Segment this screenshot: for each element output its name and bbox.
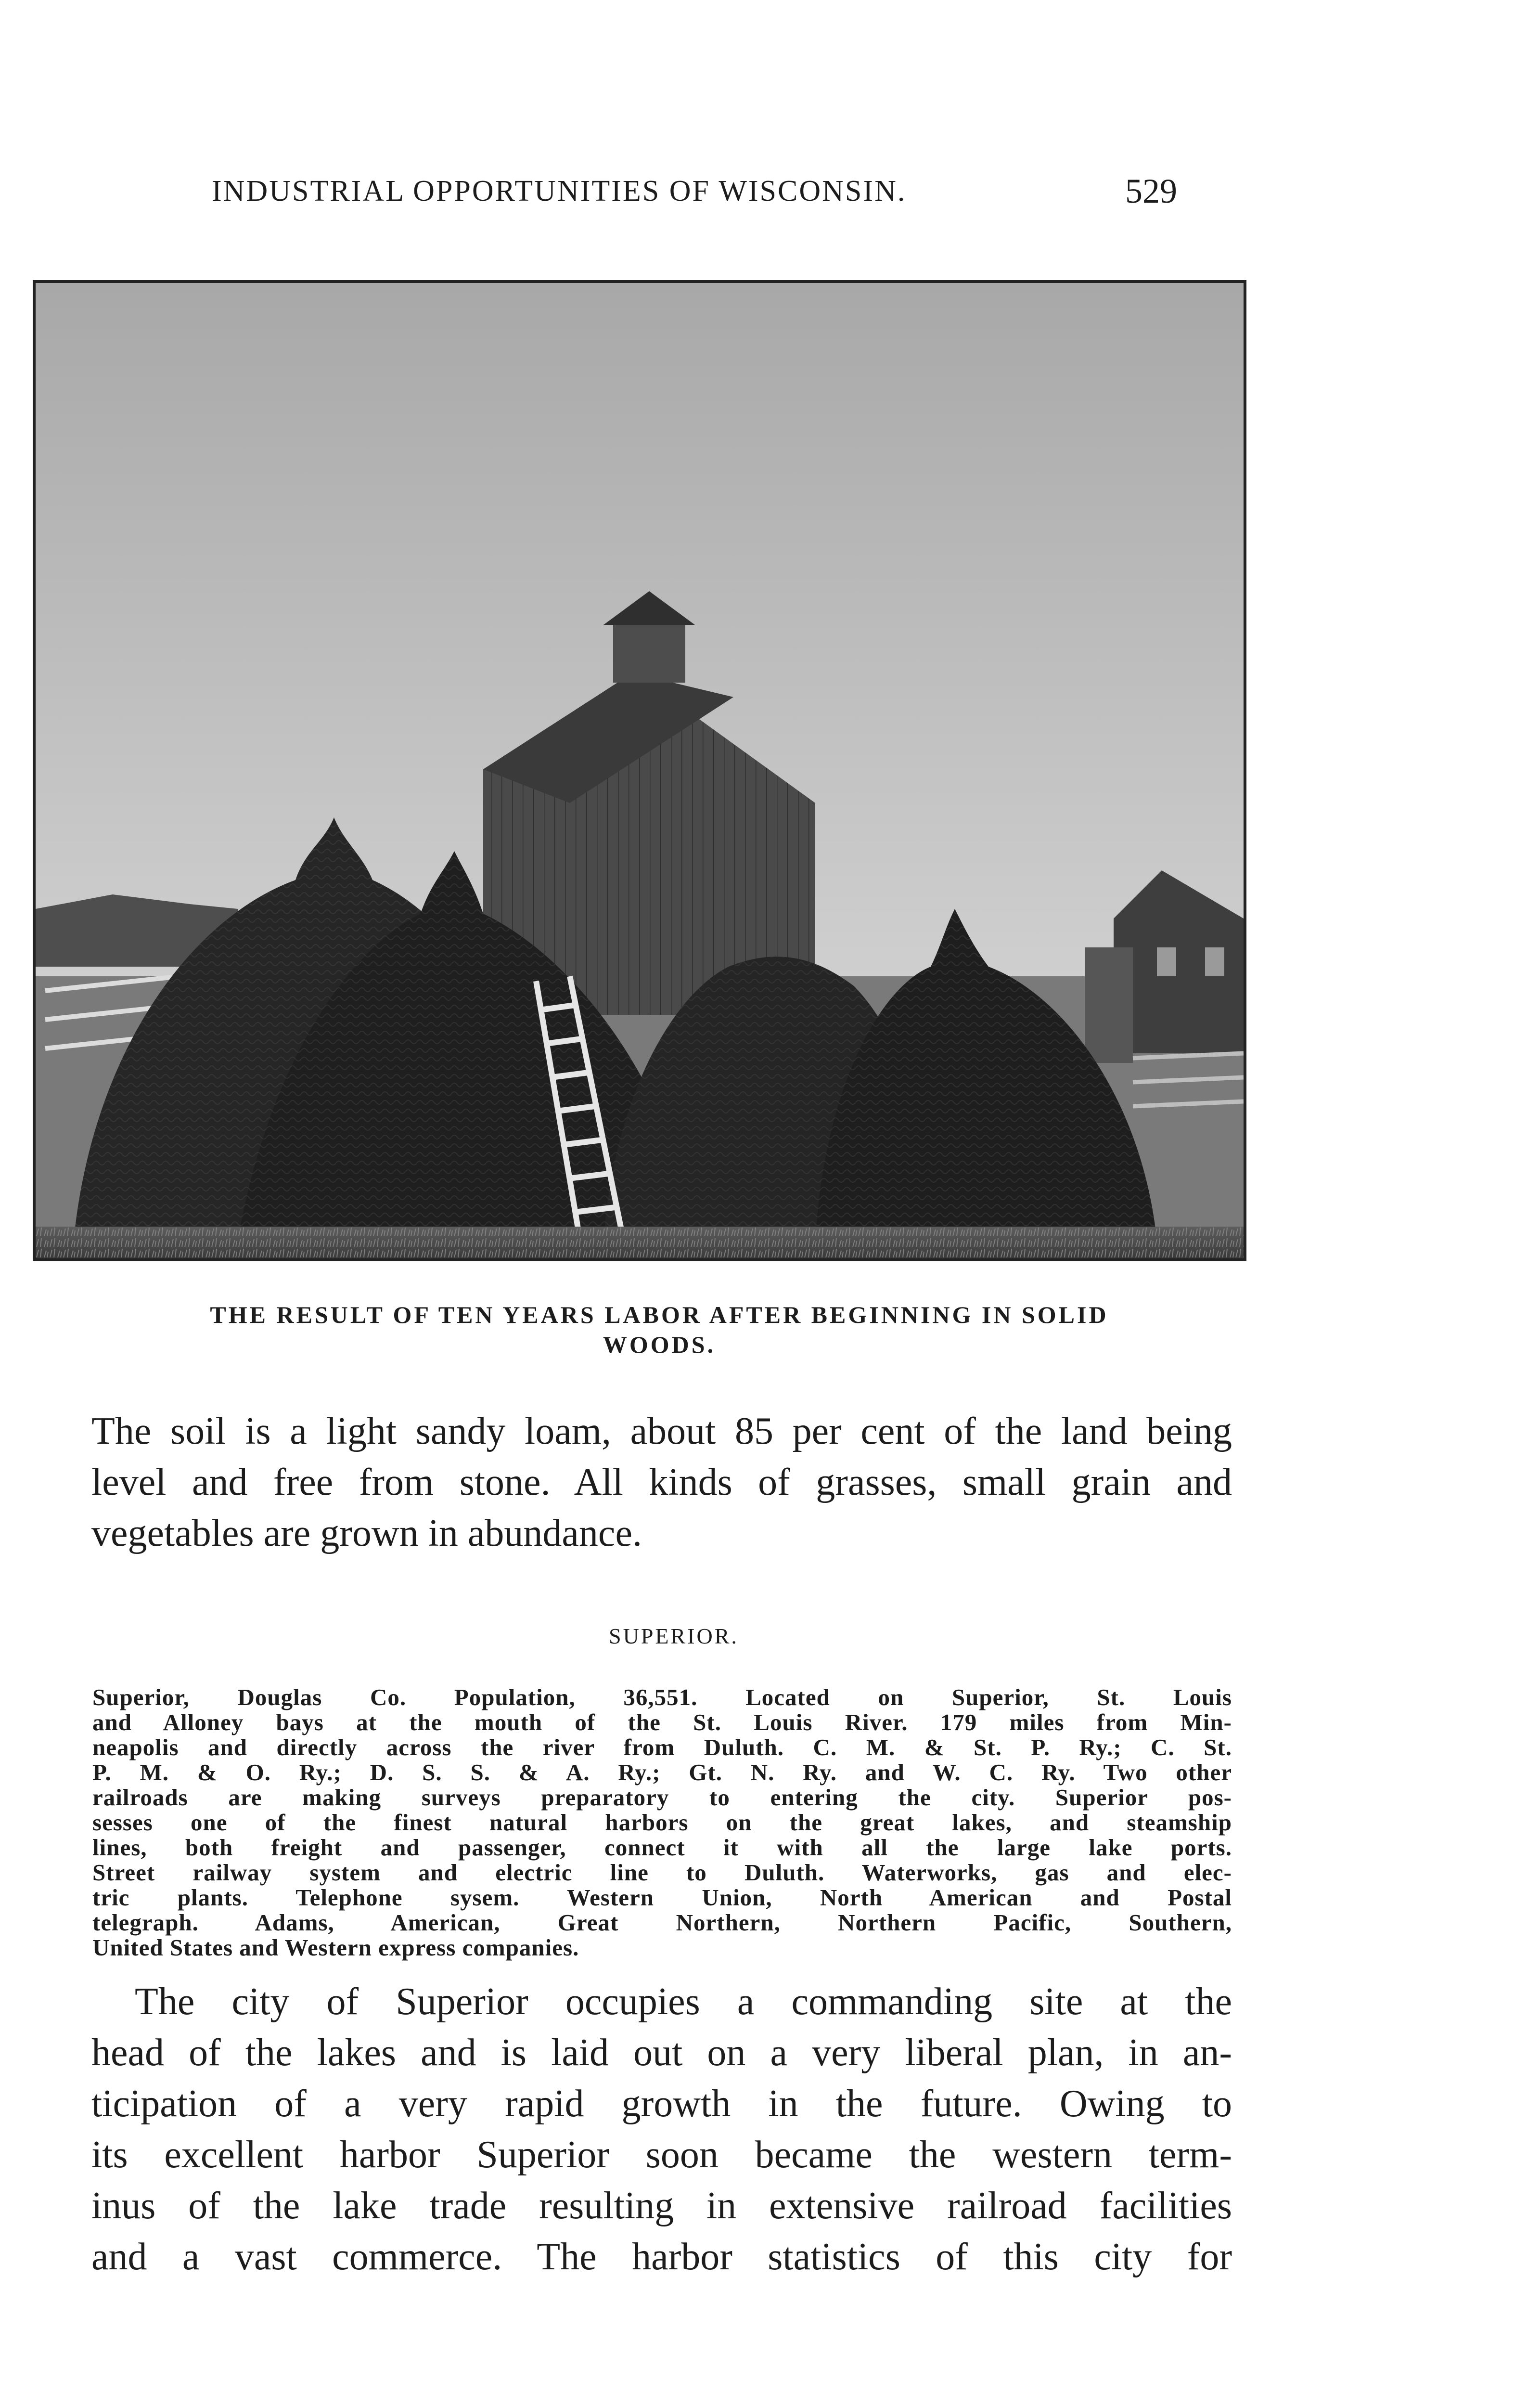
paragraph-line: inus of the lake trade resulting in extensive railroad facilities (91, 2185, 1232, 2227)
paragraph-line: its excellent harbor Superior soon became the western term- (91, 2134, 1232, 2176)
barn-cupola (613, 620, 685, 683)
fact-line: railroads are making surveys preparatory to entering the city. Superior pos- (92, 1784, 1232, 1811)
running-header: INDUSTRIAL OPPORTUNITIES OF WISCONSIN. (212, 175, 907, 207)
superior-paragraph (91, 1976, 1232, 2282)
paragraph-line: vegetables are grown in abundance. (91, 1512, 642, 1554)
photo-caption-line: THE RESULT OF TEN YEARS LABOR AFTER BEGINNING IN SOLID (210, 1301, 1109, 1328)
soil-paragraph (91, 1406, 1232, 1559)
fact-line: Superior, Douglas Co. Population, 36,551. Located on Superior, St. Louis (92, 1684, 1232, 1710)
fact-line: neapolis and directly across the river from Duluth. C. M. & St. P. Ry.; C. St. (92, 1734, 1232, 1760)
right-fence (1133, 1053, 1244, 1106)
paragraph-line: head of the lakes and is laid out on a very liberal plan, in an- (91, 2032, 1232, 2074)
fact-line: sesses one of the finest natural harbors on the great lakes, and steamship (92, 1809, 1232, 1836)
meadow-foreground (36, 1227, 1244, 1258)
fact-line: United States and Western express companies. (92, 1934, 579, 1961)
paragraph-line: level and free from stone. All kinds of grasses, small grain and (91, 1461, 1232, 1503)
page-number: 529 (1125, 172, 1177, 210)
paragraph-line: The soil is a light sandy loam, about 85 per cent of the land being (91, 1410, 1232, 1452)
paragraph-line: The city of Superior occupies a commanding site at the (135, 1980, 1232, 2023)
haystacks-barn-photo (33, 280, 1246, 1261)
superior-fact-block (92, 1685, 1232, 1960)
paragraph-line: and a vast commerce. The harbor statistics of this city for (91, 2236, 1232, 2278)
section-heading-superior: SUPERIOR. (609, 1624, 739, 1648)
fact-line: tric plants. Telephone sysem. Western Union, North American and Postal (92, 1884, 1232, 1911)
photo-caption (87, 1300, 1232, 1359)
paragraph-line: ticipation of a very rapid growth in the future. Owing to (91, 2083, 1232, 2125)
photo-caption-line: WOODS. (603, 1331, 716, 1358)
fact-line: and Alloney bays at the mouth of the St. Louis River. 179 miles from Min- (92, 1709, 1232, 1735)
haystacks-barn-illustration (36, 283, 1244, 1258)
fact-line: lines, both freight and passenger, connect it with all the large lake ports. (92, 1834, 1232, 1861)
fact-line: Street railway system and electric line to Duluth. Waterworks, gas and elec- (92, 1859, 1232, 1886)
fact-line: telegraph. Adams, American, Great Northern, Northern Pacific, Southern, (92, 1909, 1232, 1936)
fact-line: P. M. & O. Ry.; D. S. S. & A. Ry.; Gt. N. Ry. and W. C. Ry. Two other (92, 1759, 1232, 1786)
